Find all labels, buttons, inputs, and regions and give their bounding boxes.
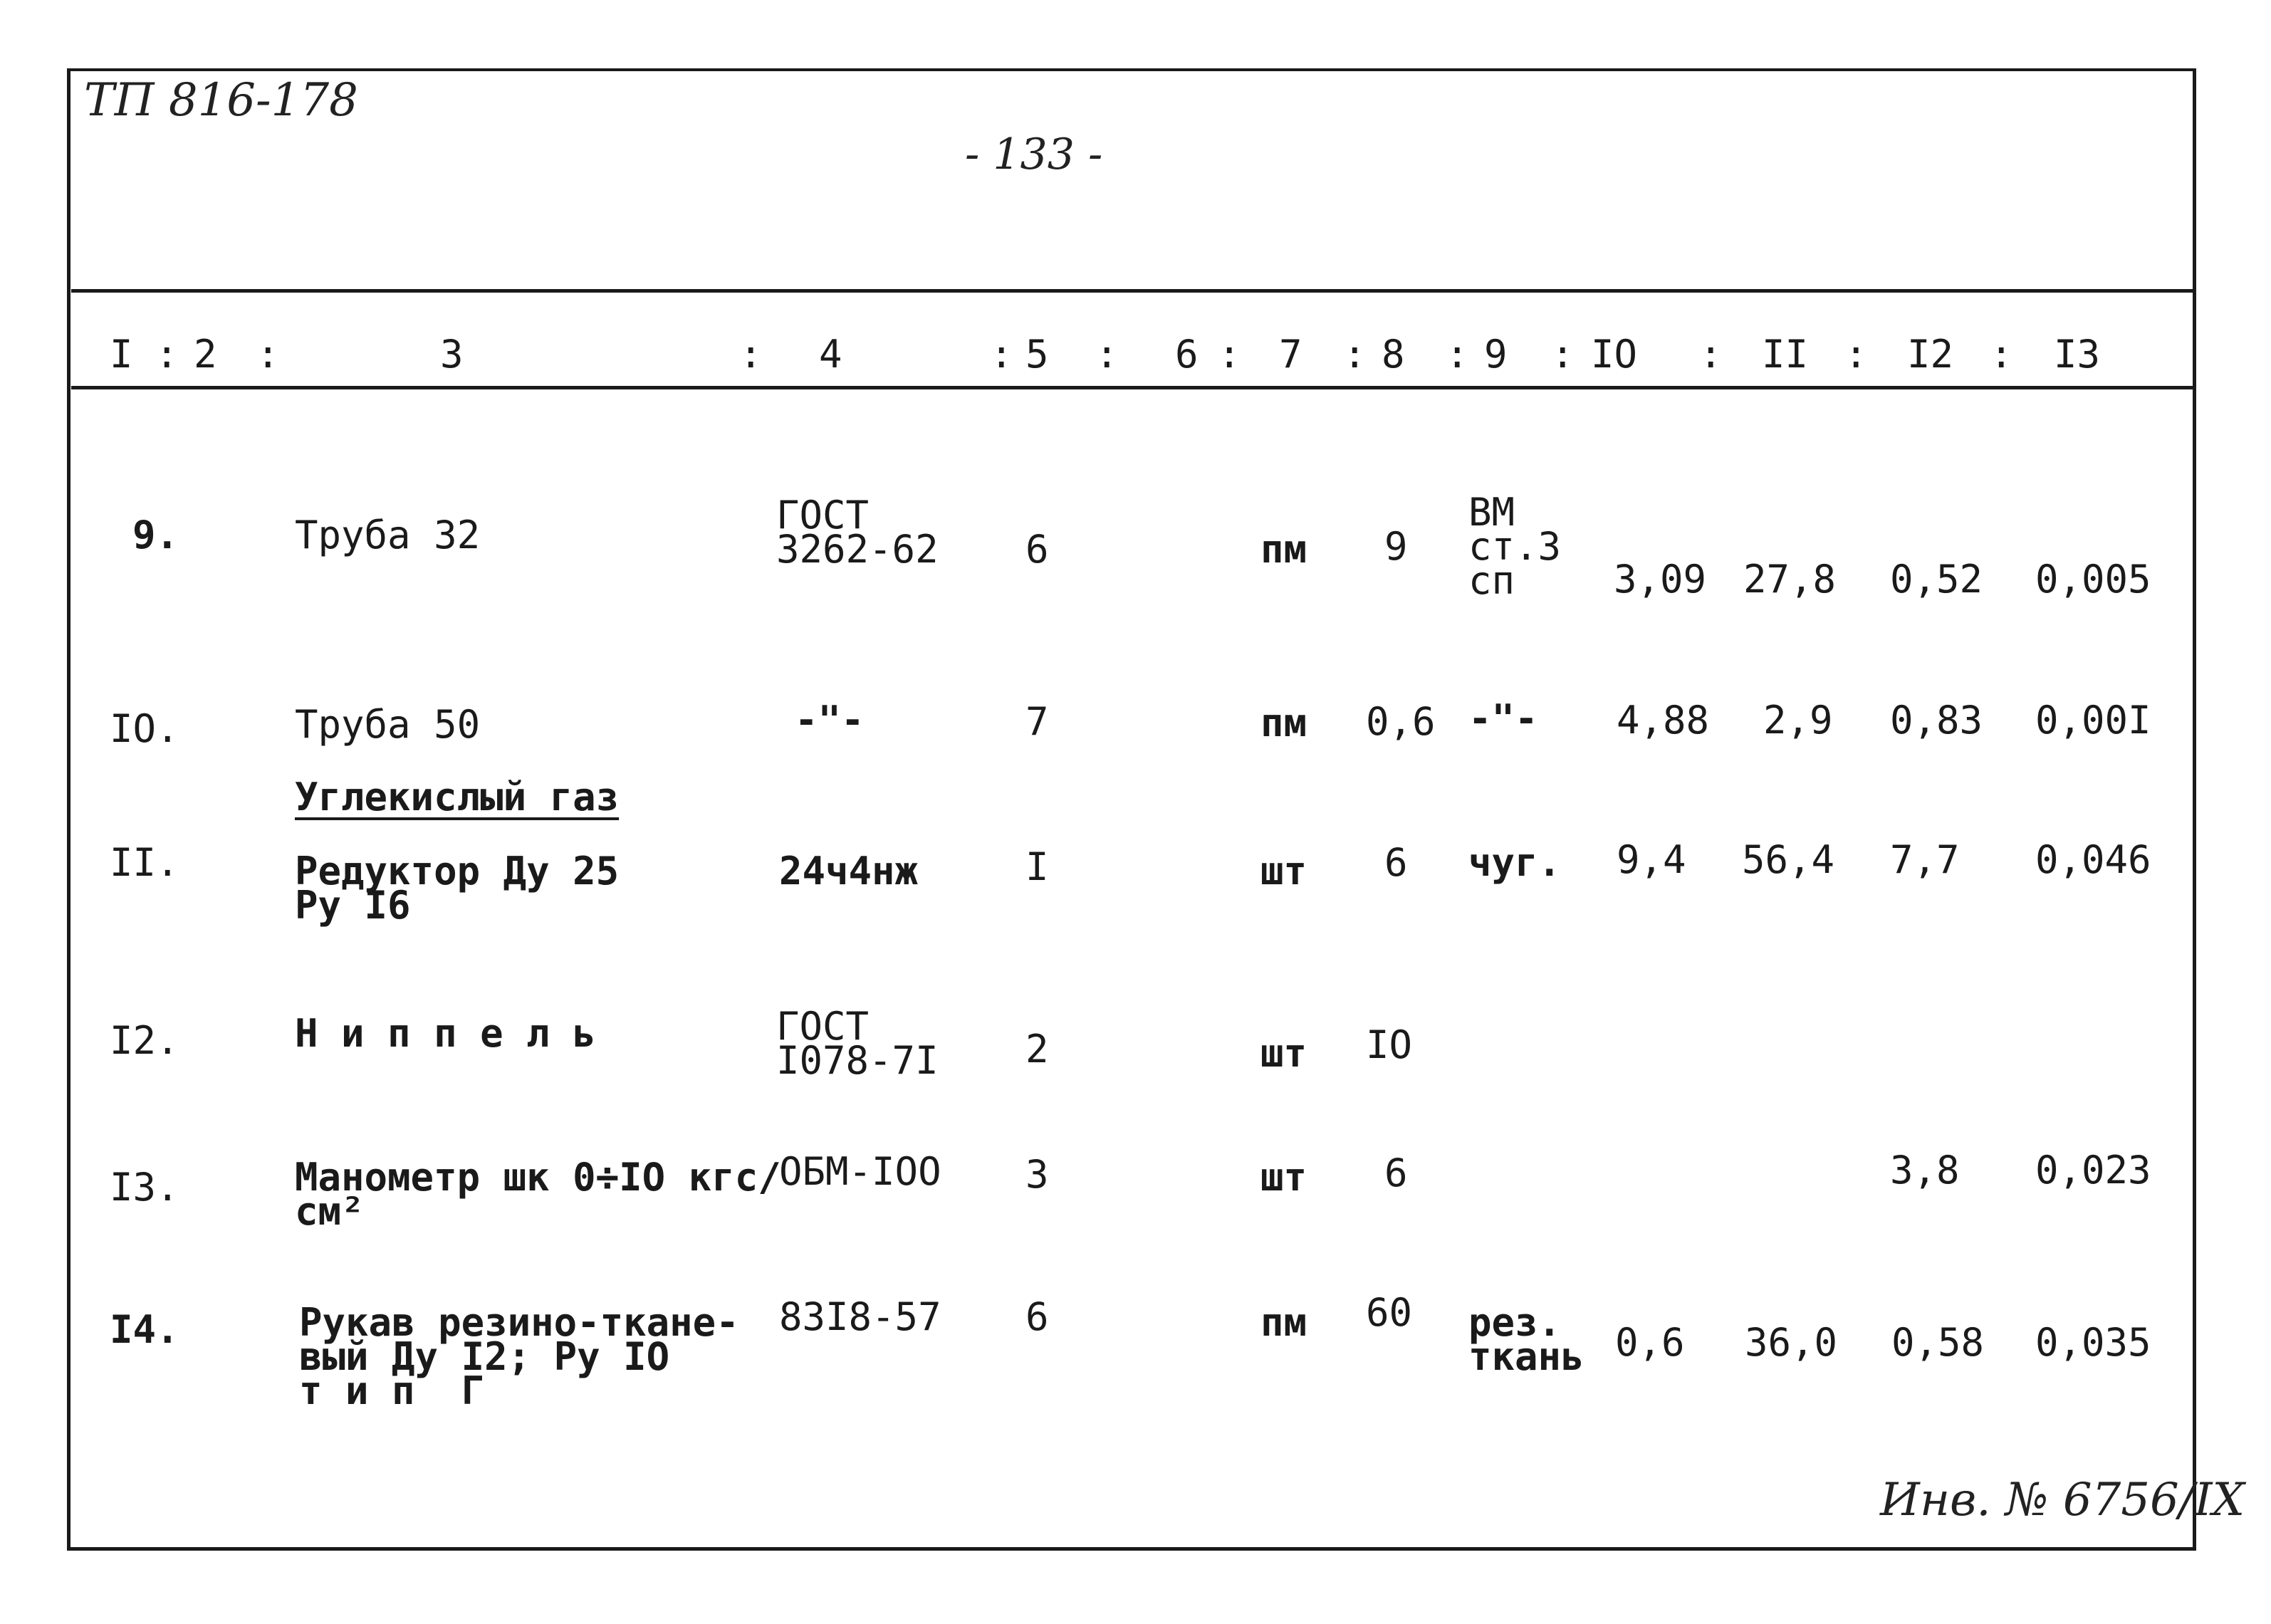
col-sep: :: [1343, 332, 1367, 377]
col11-value: 56,4: [1742, 837, 1835, 882]
col11-value: 27,8: [1743, 557, 1837, 602]
col12-value: 0,58: [1891, 1320, 1985, 1365]
item-name: Труба 32: [295, 513, 481, 557]
col12-value: 0,83: [1890, 698, 1983, 743]
row-number: I2.: [110, 1018, 179, 1063]
col-sep: :: [256, 332, 280, 377]
col-sep: :: [1844, 332, 1868, 377]
col-header-12: I2: [1907, 332, 1954, 377]
material: чуг.: [1468, 840, 1562, 885]
section-heading: Углекислый газ: [295, 775, 620, 819]
standard-doc: ОБМ-IOO: [779, 1149, 941, 1194]
item-name: Редуктор Ду 25 Ру I6: [295, 849, 620, 928]
col13-value: 0,023: [2035, 1148, 2151, 1193]
material: ВМ ст.3 сп: [1468, 490, 1562, 603]
col11-value: 36,0: [1745, 1320, 1838, 1365]
unit: пм: [1260, 701, 1307, 745]
col-header-10: IO: [1591, 332, 1638, 377]
unit: шт: [1260, 849, 1307, 894]
col-header-13: I3: [2054, 332, 2101, 377]
row-number: I4.: [110, 1307, 179, 1352]
col-header-8: 8: [1382, 332, 1405, 377]
col13-value: 0,035: [2035, 1320, 2151, 1365]
row-number: IO.: [110, 706, 179, 751]
item-name: Рукав резино-ткане- вый Ду I2; Ру IO т и п Г: [299, 1300, 739, 1413]
col10-value: 3,09: [1614, 557, 1707, 602]
item-name: Манометр шк 0÷IO кгс/ см²: [295, 1155, 781, 1234]
standard-doc: 83I8-57: [779, 1294, 941, 1339]
col-sep: :: [1095, 332, 1119, 377]
row-number: II.: [110, 840, 179, 885]
col-header-6: 6: [1175, 332, 1199, 377]
standard-doc: -"-: [795, 698, 865, 743]
standard-doc: ГОСТ 3262-62: [776, 493, 939, 572]
col-sep: :: [739, 332, 763, 377]
row-number: 9.: [132, 513, 179, 557]
col5-value: 6: [1025, 1294, 1049, 1339]
header-top-rule: [71, 289, 2193, 293]
inventory-number: Инв. № 6756/IX: [1880, 1474, 2245, 1526]
item-name: Н и п п е л ь: [295, 1011, 596, 1056]
col12-value: 7,7: [1890, 837, 1960, 882]
unit: пм: [1260, 1300, 1307, 1345]
quantity: 6: [1384, 1151, 1408, 1195]
col5-value: I: [1025, 844, 1049, 889]
quantity: 0,6: [1366, 699, 1436, 744]
col10-value: 9,4: [1617, 837, 1686, 882]
col-header-4: 4: [819, 332, 842, 377]
header-bottom-rule: [71, 386, 2193, 389]
col5-value: 2: [1025, 1027, 1049, 1072]
unit: шт: [1260, 1155, 1307, 1200]
col-header-1: I: [110, 332, 133, 377]
unit: пм: [1260, 527, 1307, 572]
col-sep: :: [990, 332, 1013, 377]
col-header-3: 3: [440, 332, 464, 377]
col13-value: 0,00I: [2035, 698, 2151, 743]
col-header-11: II: [1762, 332, 1809, 377]
col13-value: 0,005: [2035, 557, 2151, 602]
quantity: IO: [1366, 1022, 1413, 1067]
item-name: Труба 50: [295, 702, 481, 747]
col-sep: :: [1990, 332, 2013, 377]
col-sep: :: [1551, 332, 1575, 377]
col-header-5: 5: [1025, 332, 1049, 377]
standard-doc: 24ч4нж: [779, 849, 919, 894]
col11-value: 2,9: [1763, 698, 1833, 743]
col5-value: 3: [1025, 1152, 1049, 1197]
col5-value: 7: [1025, 699, 1049, 744]
material: рез. ткань: [1468, 1300, 1585, 1379]
col-header-2: 2: [194, 332, 217, 377]
col-sep: :: [1446, 332, 1469, 377]
col-sep: :: [1218, 332, 1241, 377]
col-header-7: 7: [1279, 332, 1302, 377]
col-sep: :: [1699, 332, 1723, 377]
quantity: 6: [1384, 840, 1408, 885]
col12-value: 3,8: [1890, 1148, 1960, 1193]
col-header-9: 9: [1484, 332, 1508, 377]
row-number: I3.: [110, 1165, 179, 1210]
col12-value: 0,52: [1890, 557, 1983, 602]
col10-value: 0,6: [1615, 1320, 1685, 1365]
col-sep: :: [155, 332, 179, 377]
quantity: 60: [1366, 1290, 1413, 1335]
quantity: 9: [1384, 524, 1408, 569]
col10-value: 4,88: [1617, 698, 1710, 743]
unit: шт: [1260, 1031, 1307, 1076]
col5-value: 6: [1025, 527, 1049, 572]
standard-doc: ГОСТ I078-7I: [776, 1004, 939, 1083]
page-number: - 133 -: [965, 130, 1103, 179]
material: -"-: [1468, 696, 1538, 741]
col13-value: 0,046: [2035, 837, 2151, 882]
document-code: ТП 816-178: [84, 74, 358, 127]
